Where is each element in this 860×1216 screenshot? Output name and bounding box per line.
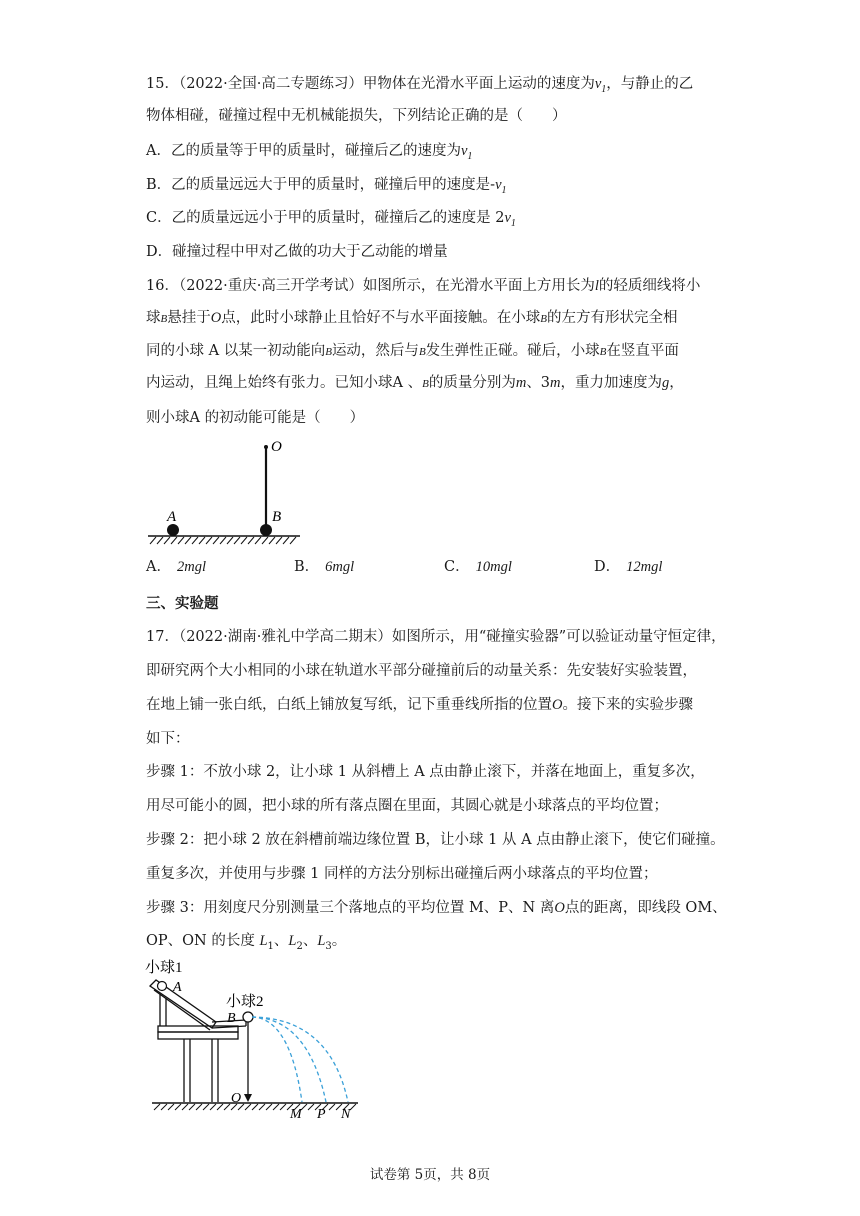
pivot-point bbox=[264, 445, 268, 449]
label-point-a: A bbox=[173, 980, 182, 995]
q17-line-4: 如下： bbox=[146, 731, 190, 747]
ground-hatch-2 bbox=[154, 1104, 356, 1110]
q16-line-5: 则小球A 的初动能可能是（ ） bbox=[146, 410, 365, 426]
label-o: O bbox=[271, 439, 282, 455]
q17-step-1b: 用尽可能小的圆，把小球的所有落点圈在里面，其圆心就是小球落点的平均位置； bbox=[146, 798, 668, 814]
plumb-arrow bbox=[244, 1094, 252, 1102]
label-ball-2: 小球2 bbox=[226, 994, 264, 1010]
ground-hatch bbox=[150, 537, 296, 544]
table bbox=[158, 1026, 238, 1102]
q15-option-d: D．碰撞过程中甲对乙做的功大于乙动能的增量 bbox=[146, 244, 448, 260]
q16-option-d: D． 12mgl bbox=[594, 559, 663, 575]
label-point-b: B bbox=[227, 1011, 236, 1026]
ball-1 bbox=[158, 982, 167, 991]
q15-option-c: C．乙的质量远远小于甲的质量时，碰撞后乙的速度是 $2v_1$ bbox=[146, 210, 516, 229]
label-point-o: O bbox=[231, 1091, 242, 1106]
q16-option-b: B． 6mgl bbox=[294, 559, 355, 575]
q17-step-3b: OP、ON 的长度 $L_1$、$L_2$、$L_3$。 bbox=[146, 933, 347, 952]
section-heading: 三、实验题 bbox=[146, 595, 219, 612]
q17-step-3a: 步骤 3：用刻度尺分别测量三个落地点的平均位置 M、P、N 离O点的距离，即线段 OM、 bbox=[146, 900, 727, 916]
ball-a bbox=[167, 524, 179, 536]
q17-figure bbox=[140, 956, 370, 1118]
q16-line-1: 16．（2022·重庆·高三开学考试）如图所示，在光滑水平面上方用长为l的轻质细线将小 bbox=[146, 278, 701, 294]
q17-line-2: 即研究两个大小相同的小球在轨道水平部分碰撞前后的动量关系：先安装好实验装置， bbox=[146, 663, 697, 679]
q15-option-b: B．乙的质量远远大于甲的质量时，碰撞后甲的速度是$-v_1$ bbox=[146, 177, 507, 196]
q15-line-2: 物体相碰，碰撞过程中无机械能损失，下列结论正确的是（ ） bbox=[146, 108, 567, 124]
q17-step-2b: 重复多次，并使用与步骤 1 同样的方法分别标出碰撞后两小球落点的平均位置； bbox=[146, 866, 658, 882]
q17-line-3: 在地上铺一张白纸，白纸上铺放复写纸，记下重垂线所指的位置O。接下来的实验步骤 bbox=[146, 697, 693, 713]
ball-b bbox=[260, 524, 272, 536]
q16-option-c: C． 10mgl bbox=[444, 559, 512, 575]
page-footer: 试卷第 5页，共 8页 bbox=[369, 1167, 491, 1183]
q15-line-1: 15．（2022·全国·高二专题练习）甲物体在光滑水平面上运动的速度为$v_1$，与静止的乙 bbox=[146, 76, 694, 95]
q17-step-2a: 步骤 2：把小球 2 放在斜槽前端边缘位置 B，让小球 1 从 A 点由静止滚下，使它们碰撞。 bbox=[146, 832, 725, 848]
q16-option-a: A． 2mgl bbox=[146, 559, 206, 575]
label-a: A bbox=[167, 509, 177, 525]
q16-line-3: 同的小球 A 以某一初动能向B运动，然后与B发生弹性正碰。碰后，小球B在竖直平面 bbox=[146, 343, 679, 359]
q15-option-a: A．乙的质量等于甲的质量时，碰撞后乙的速度为$v_1$ bbox=[146, 143, 473, 162]
label-point-m: M bbox=[290, 1107, 302, 1118]
trajectories bbox=[252, 1017, 348, 1102]
q16-figure bbox=[140, 436, 310, 550]
label-point-n: N bbox=[341, 1107, 351, 1118]
q17-line-1: 17．（2022·湖南·雅礼中学高二期末）如图所示，用“碰撞实验器”可以验证动量守恒定律， bbox=[146, 629, 726, 645]
q16-line-4: 内运动，且绳上始终有张力。已知小球A 、B的质量分别为m、3m，重力加速度为g， bbox=[146, 375, 684, 391]
label-b: B bbox=[272, 509, 282, 525]
q16-line-2: 球B悬挂于O点，此时小球静止且恰好不与水平面接触。在小球B的左方有形状完全相 bbox=[146, 310, 678, 326]
label-point-p: P bbox=[317, 1107, 326, 1118]
q17-step-1a: 步骤 1：不放小球 2，让小球 1 从斜槽上 A 点由静止滚下，并落在地面上，重复多次， bbox=[146, 764, 705, 780]
label-ball-1: 小球1 bbox=[145, 960, 183, 976]
ball-2 bbox=[243, 1012, 253, 1022]
